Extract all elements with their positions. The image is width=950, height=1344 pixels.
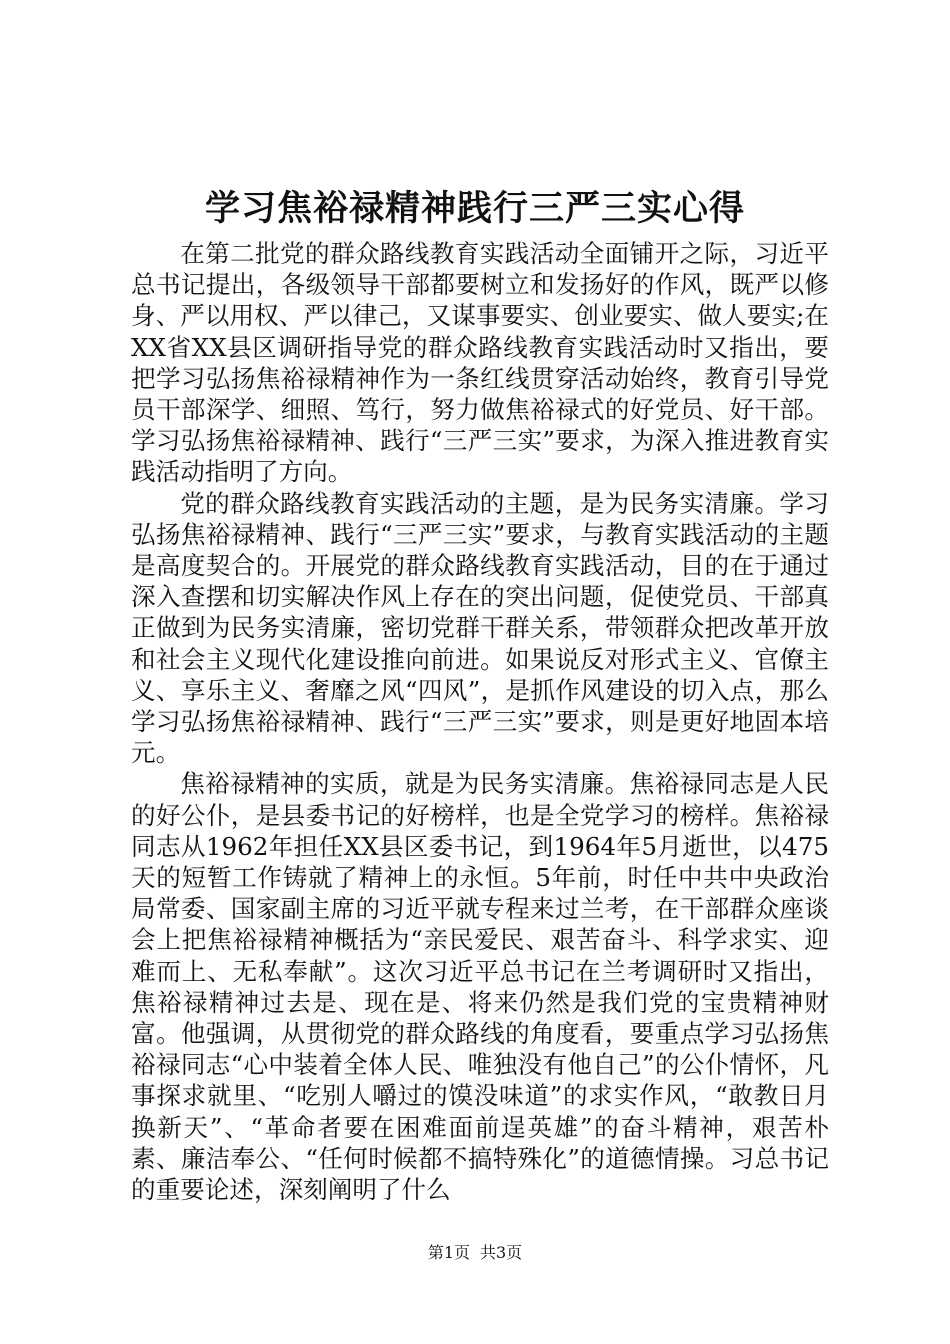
document-body [131, 238, 829, 1205]
page-number-current: 第1页 [427, 1243, 470, 1262]
page-footer [0, 1242, 950, 1264]
page-number-total: 共3页 [480, 1243, 523, 1262]
document-title: 学习焦裕禄精神践行三严三实心得 [204, 188, 745, 229]
paragraph-1: 在第二批党的群众路线教育实践活动全面铺开之际，习近平总书记提出，各级领导干部都要树立和发扬好的作风，既严以修身、严以用权、严以律己，又谋事要实、创业要实、做人要实;在XX省XX县区调研指导党的群众路线教育实践活动时又指出，要把学习弘扬焦裕禄精神作为一条红线贯穿活动始终，教育引导党员干部深学、细照、笃行，努力做焦裕禄式的好党员、好干部。学习弘扬焦裕禄精神、践行“三严三实”要求，为深入推进教育实践活动指明了方向。 [131, 239, 829, 487]
paragraph-2: 党的群众路线教育实践活动的主题，是为民务实清廉。学习弘扬焦裕禄精神、践行“三严三实”要求，与教育实践活动的主题是高度契合的。开展党的群众路线教育实践活动，目的在于通过深入查摆和切实解决作风上存在的突出问题，促使党员、干部真正做到为民务实清廉，密切党群干群关系，带领群众把改革开放和社会主义现代化建设推向前进。如果说反对形式主义、官僚主义、享乐主义、奢靡之风“四风”，是抓作风建设的切入点，那么学习弘扬焦裕禄精神、践行“三严三实”要求，则是更好地固本培元。 [131, 488, 829, 768]
paragraph-3: 焦裕禄精神的实质，就是为民务实清廉。焦裕禄同志是人民的好公仆，是县委书记的好榜样，也是全党学习的榜样。焦裕禄同志从1962年担任XX县区委书记，到1964年5月逝世，以475天的短暂工作铸就了精神上的永恒。5年前，时任中共中央政治局常委、国家副主席的习近平就专程来过兰考，在干部群众座谈会上把焦裕禄精神概括为“亲民爱民、艰苦奋斗、科学求实、迎难而上、无私奉献”。这次习近平总书记在兰考调研时又指出，焦裕禄精神过去是、现在是、将来仍然是我们党的宝贵精神财富。他强调，从贯彻党的群众路线的角度看，要重点学习弘扬焦裕禄同志“心中装着全体人民、唯独没有他自己”的公仆情怀，凡事探求就里、“吃别人嚼过的馍没味道”的求实作风，“敢教日月换新天”、“革命者要在困难面前逞英雄”的奋斗精神，艰苦朴素、廉洁奉公、“任何时候都不搞特殊化”的道德情操。习总书记的重要论述，深刻阐明了什么 [131, 769, 829, 1205]
